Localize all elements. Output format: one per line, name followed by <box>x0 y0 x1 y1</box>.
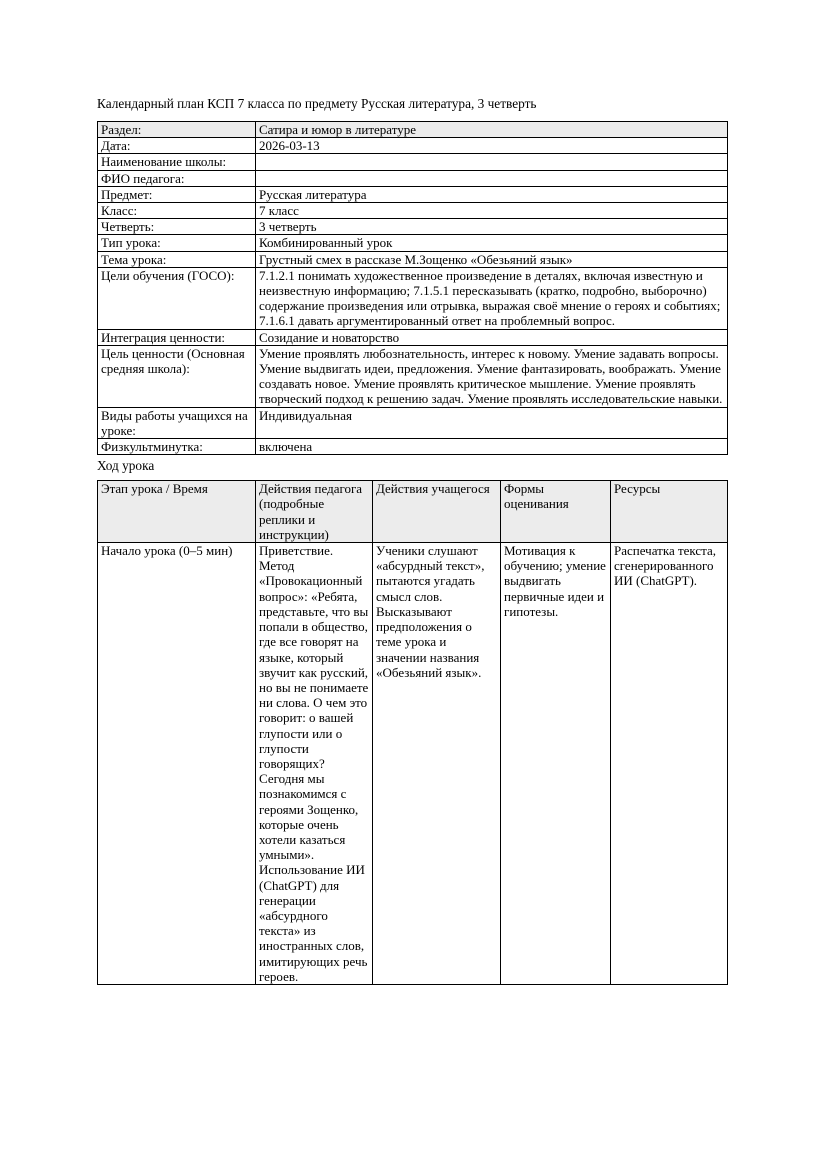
info-label-cell: Виды работы учащихся на уроке: <box>98 407 256 438</box>
lesson-cell-assessment: Мотивация к обучению; умение выдвигать первичные идеи и гипотезы. <box>501 543 611 985</box>
lesson-header-row <box>98 481 728 543</box>
info-value-cell: Комбинированный урок <box>256 235 728 251</box>
info-row <box>98 329 728 345</box>
info-label-cell: Дата: <box>98 138 256 154</box>
lesson-header-cell: Ресурсы <box>611 481 728 543</box>
info-row <box>98 267 728 329</box>
lesson-header-cell: Формы оценивания <box>501 481 611 543</box>
lesson-header-cell: Этап урока / Время <box>98 481 256 543</box>
info-label-cell: Цели обучения (ГОСО): <box>98 267 256 329</box>
info-row <box>98 235 728 251</box>
lesson-cell-resources: Распечатка текста, сгенерированного ИИ (ChatGPT). <box>611 543 728 985</box>
lesson-header-cell: Действия педагога (подробные реплики и инструкции) <box>256 481 373 543</box>
info-row <box>98 251 728 267</box>
info-value-cell <box>256 154 728 170</box>
lesson-row <box>98 543 728 985</box>
info-value-cell: Грустный смех в рассказе М.Зощенко «Обезьяний язык» <box>256 251 728 267</box>
info-value-cell: 3 четверть <box>256 219 728 235</box>
info-row <box>98 345 728 407</box>
info-value-cell: 2026-03-13 <box>256 138 728 154</box>
lesson-cell-stage: Начало урока (0–5 мин) <box>98 543 256 985</box>
info-label-cell: Тип урока: <box>98 235 256 251</box>
info-label-cell: Раздел: <box>98 122 256 138</box>
info-row <box>98 170 728 186</box>
info-value-cell: включена <box>256 439 728 455</box>
info-row <box>98 219 728 235</box>
lesson-cell-teacher: Приветствие. Метод «Провокационный вопрос»: «Ребята, представьте, что вы попали в общество, где все говорят на языке, который звучит как русский, но вы не понимаете ни слова. О чем это говорит: о вашей глупости или о глупости говорящих? Сегодня мы познакомимся с героями Зощенко, которые очень хотели казаться умными». Использование ИИ (ChatGPT) для генерации «абсурдного текста» из иностранных слов, имитирующих речь героев. <box>256 543 373 985</box>
info-label-cell: Физкультминутка: <box>98 439 256 455</box>
info-row <box>98 203 728 219</box>
info-row <box>98 439 728 455</box>
info-value-cell <box>256 170 728 186</box>
info-value-cell: Русская литература <box>256 186 728 202</box>
info-value-cell: Умение проявлять любознательность, интерес к новому. Умение задавать вопросы. Умение выдвигать идеи, предложения. Умение фантазировать, воображать. Умение создавать новое. Умение проявлять критическое мышление. Умение проявлять творческий подход к решению задач. Умение проявлять исследовательские навыки. <box>256 345 728 407</box>
lesson-header-cell: Действия учащегося <box>373 481 501 543</box>
lesson-table <box>97 480 728 985</box>
info-label-cell: Наименование школы: <box>98 154 256 170</box>
info-row <box>98 138 728 154</box>
info-value-cell: Сатира и юмор в литературе <box>256 122 728 138</box>
info-value-cell: 7.1.2.1 понимать художественное произведение в деталях, включая известную и неизвестную информацию; 7.1.5.1 пересказывать (кратко, подробно, выборочно) содержание произведения или отрывка, выражая своё мнение о героях и событиях; 7.1.6.1 давать аргументированный ответ на проблемный вопрос. <box>256 267 728 329</box>
info-label-cell: Цель ценности (Основная средняя школа): <box>98 345 256 407</box>
info-row <box>98 186 728 202</box>
info-table <box>97 121 728 455</box>
info-value-cell: Созидание и новаторство <box>256 329 728 345</box>
info-label-cell: Класс: <box>98 203 256 219</box>
info-row <box>98 122 728 138</box>
info-value-cell: Индивидуальная <box>256 407 728 438</box>
info-label-cell: Тема урока: <box>98 251 256 267</box>
lesson-cell-student: Ученики слушают «абсурдный текст», пытаются угадать смысл слов. Высказывают предположения о теме урока и значении названия «Обезьяний язык». <box>373 543 501 985</box>
page-title: Календарный план КСП 7 класса по предмету Русская литература, 3 четверть <box>97 96 537 111</box>
info-label-cell: Четверть: <box>98 219 256 235</box>
info-value-cell: 7 класс <box>256 203 728 219</box>
section-heading: Ход урока <box>97 458 155 474</box>
info-row <box>98 154 728 170</box>
info-label-cell: ФИО педагога: <box>98 170 256 186</box>
info-label-cell: Предмет: <box>98 186 256 202</box>
info-label-cell: Интеграция ценности: <box>98 329 256 345</box>
info-row <box>98 407 728 438</box>
lesson-plan-document <box>97 96 727 985</box>
